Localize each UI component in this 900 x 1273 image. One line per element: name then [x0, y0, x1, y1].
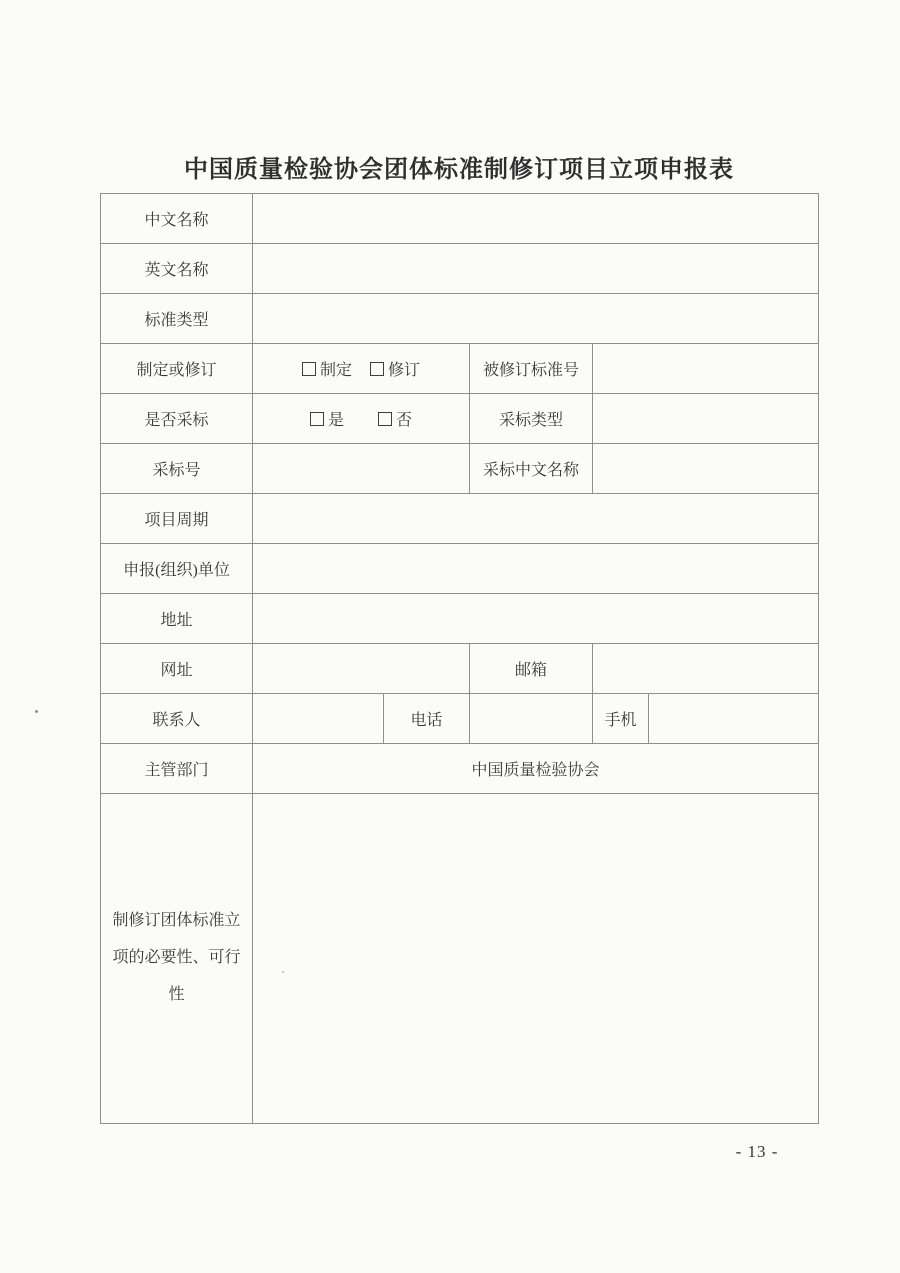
- row-necessity: [101, 794, 819, 1124]
- contact-label: 联系人: [101, 694, 253, 744]
- adoption-chinese-name-value-cell: [593, 444, 819, 494]
- necessity-label: 制修订团体标准立项的必要性、可行性: [101, 794, 253, 1124]
- develop-or-revise-label: 制定或修订: [101, 344, 253, 394]
- adoption-number-value-cell: [253, 444, 470, 494]
- applicant-org-value-cell: [253, 544, 819, 594]
- row-develop-or-revise: [101, 344, 819, 394]
- adoption-yes-option: [310, 407, 344, 430]
- row-supervisor: [101, 744, 819, 794]
- english-name-label: 英文名称: [101, 244, 253, 294]
- email-label: 邮箱: [470, 644, 593, 694]
- adoption-no-label: 否: [396, 412, 413, 429]
- supervisor-value: 中国质量检验协会: [253, 744, 819, 794]
- english-name-value-cell: [253, 244, 819, 294]
- develop-option-label: 制定: [319, 362, 352, 379]
- phone-value-cell: [470, 694, 593, 744]
- checkbox-no-icon: [378, 412, 392, 426]
- row-standard-type: [101, 294, 819, 344]
- project-cycle-value-cell: [253, 494, 819, 544]
- checkbox-develop-icon: [302, 362, 316, 376]
- adoption-type-label: 采标类型: [470, 394, 593, 444]
- standard-type-value-cell: [253, 294, 819, 344]
- adoption-type-value-cell: [593, 394, 819, 444]
- chinese-name-value-cell: [253, 194, 819, 244]
- row-website: [101, 644, 819, 694]
- row-adoption: [101, 394, 819, 444]
- scan-speck: [35, 710, 38, 713]
- address-label: 地址: [101, 594, 253, 644]
- develop-option: [302, 357, 352, 380]
- checkbox-yes-icon: [310, 412, 324, 426]
- checkbox-revise-icon: [370, 362, 384, 376]
- website-value-cell: [253, 644, 470, 694]
- row-chinese-name: [101, 194, 819, 244]
- website-label: 网址: [101, 644, 253, 694]
- contact-value-cell: [253, 694, 384, 744]
- revise-option: [370, 357, 420, 380]
- revised-standard-no-value-cell: [593, 344, 819, 394]
- adoption-yes-label: 是: [327, 412, 344, 429]
- page-title: 中国质量检验协会团体标准制修订项目立项申报表: [184, 156, 734, 183]
- page-number: - 13 -: [735, 1142, 779, 1161]
- chinese-name-label: 中文名称: [101, 194, 253, 244]
- develop-or-revise-options-cell: [253, 344, 470, 394]
- revised-standard-no-label: 被修订标准号: [470, 344, 593, 394]
- revise-option-label: 修订: [388, 362, 421, 379]
- row-contact: [101, 694, 819, 744]
- scan-speck: [282, 971, 284, 973]
- row-english-name: [101, 244, 819, 294]
- adoption-label: 是否采标: [101, 394, 253, 444]
- application-form-table: [100, 193, 819, 1124]
- adoption-chinese-name-label: 采标中文名称: [470, 444, 593, 494]
- phone-label: 电话: [384, 694, 470, 744]
- row-project-cycle: [101, 494, 819, 544]
- adoption-number-label: 采标号: [101, 444, 253, 494]
- project-cycle-label: 项目周期: [101, 494, 253, 544]
- adoption-options-cell: [253, 394, 470, 444]
- mobile-label: 手机: [593, 694, 649, 744]
- email-value-cell: [593, 644, 819, 694]
- mobile-value-cell: [649, 694, 819, 744]
- standard-type-label: 标准类型: [101, 294, 253, 344]
- row-applicant-org: [101, 544, 819, 594]
- row-adoption-number: [101, 444, 819, 494]
- applicant-org-label: 申报(组织)单位: [101, 544, 253, 594]
- adoption-no-option: [378, 407, 412, 430]
- necessity-value-cell: [253, 794, 819, 1124]
- supervisor-label: 主管部门: [101, 744, 253, 794]
- address-value-cell: [253, 594, 819, 644]
- row-address: [101, 594, 819, 644]
